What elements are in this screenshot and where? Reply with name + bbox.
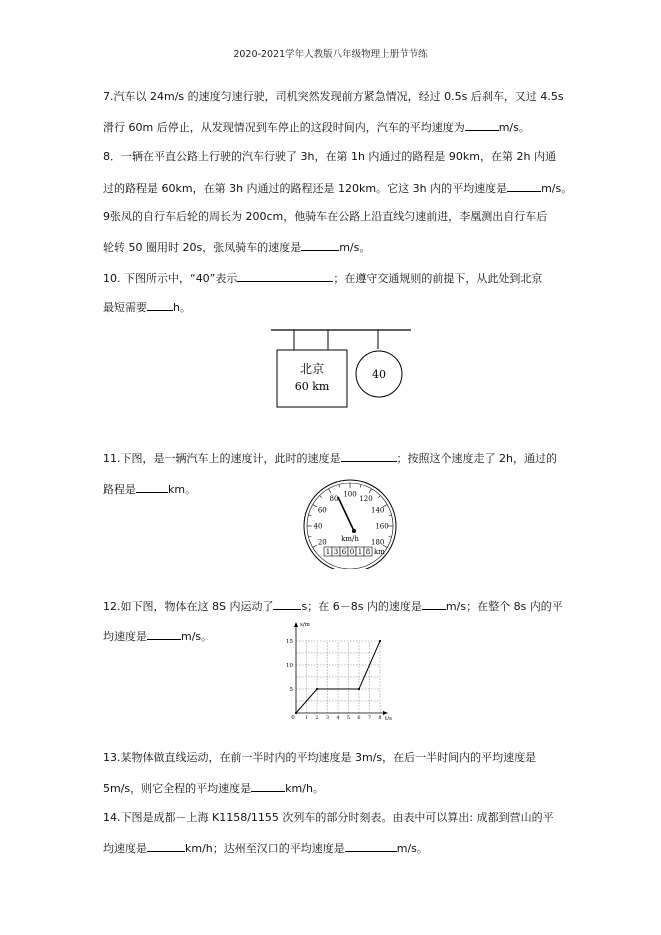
origin-label: 0: [291, 715, 295, 720]
data-point: [295, 712, 297, 714]
q11-answer-blank-1[interactable]: [341, 450, 397, 462]
q8-line-2: [103, 180, 572, 196]
q8-text-1: 8．一辆在平直公路上行驶的汽车行驶了 3h，在第 1h 内通过的路程是 90km，在第 2h 内通: [103, 150, 556, 163]
q12-answer-blank-3[interactable]: [147, 628, 181, 640]
q14-unit: m/s。: [396, 842, 428, 855]
road-sign-figure: [268, 326, 414, 410]
q7-text-2: 滑行 60m 后停止，从发现情况到车停止的这段时间内，汽车的平均速度为: [103, 121, 465, 134]
q12-line-2: [103, 628, 212, 644]
data-point: [358, 688, 360, 690]
odometer-digit: 0: [349, 548, 355, 556]
q14-text-2b: km/h；达州至汉口的平均速度是: [185, 842, 345, 855]
speed-unit: km/h: [341, 535, 359, 543]
q11-unit: km。: [168, 483, 197, 496]
q10-line-1: [103, 270, 542, 286]
q9-text-2: 轮转 50 圈用时 20s，张凤骑车的速度是: [103, 241, 302, 254]
odometer-digit: 1: [325, 548, 331, 556]
q9-line-2: [103, 239, 370, 255]
page-header: 2020-2021学年人教版八年级物理上册节节练: [233, 49, 428, 60]
q14-text-2: 均速度是: [103, 842, 147, 855]
dial-label-60: 60: [317, 506, 327, 515]
y-tick-labels: [286, 639, 294, 693]
q10-answer-blank-1[interactable]: [237, 270, 333, 282]
q8-answer-blank[interactable]: [507, 180, 541, 192]
q9-line-1: [103, 210, 547, 224]
odometer: [324, 547, 372, 556]
x-tick-7: 7: [367, 715, 372, 720]
q14-line-2: [103, 840, 428, 856]
q10-text-2: 最短需要: [103, 301, 147, 314]
q7-line-2: [103, 119, 530, 135]
q11-text-1b: ；按照这个速度走了 2h，通过的: [396, 452, 557, 465]
q12-unit: m/s。: [181, 630, 213, 643]
dial-label-160: 160: [375, 522, 389, 531]
x-tick-8: 8: [378, 715, 382, 720]
q13-line-1: [103, 751, 536, 765]
dial-label-40: 40: [313, 522, 323, 531]
x-tick-3: 3: [325, 715, 330, 720]
y-tick-5: 5: [289, 687, 293, 693]
q13-text-1: 13.某物体做直线运动，在前一半时内的平均速度是 3m/s，在后一半时间内的平均速度是: [103, 751, 537, 764]
speed-limit-value: 40: [372, 368, 386, 381]
x-tick-5: 5: [346, 715, 351, 720]
q11-line-2: [103, 481, 196, 497]
x-tick-labels: [305, 715, 382, 720]
x-axis-label: t/s: [385, 716, 392, 720]
q10-line-2: [103, 299, 191, 315]
q12-text-2: 均速度是: [103, 630, 147, 643]
q10-text-1b: ；在遵守交通规则的前提下，从此处到北京: [333, 272, 543, 285]
dial-label-100: 100: [343, 490, 357, 499]
q14-text-1: 14.下图是成都－上海 K1158/1155 次列车的部分时刻表。由表中可以算出: 成都到营山的平: [103, 811, 554, 824]
q12-text-1: 12.如下图，物体在这 8S 内运动了: [103, 600, 274, 613]
q11-text-1: 11.下图，是一辆汽车上的速度计，此时的速度是: [103, 452, 341, 465]
sign-distance: 60 km: [294, 380, 330, 393]
y-axis-arrow: [294, 622, 298, 627]
data-point: [379, 640, 381, 642]
x-tick-4: 4: [336, 715, 340, 720]
q8-text-2: 过的路程是 60km，在第 3h 内通过的路程还是 120km。它这 3h 内的平均速度是: [103, 182, 508, 195]
q9-unit: m/s。: [339, 241, 371, 254]
destination-sign: [277, 350, 347, 407]
y-axis-label: s/m: [300, 622, 310, 628]
x-axis-arrow: [383, 711, 388, 715]
odometer-digit: 1: [357, 548, 363, 556]
q10-answer-blank-2[interactable]: [147, 299, 173, 311]
odometer-unit: km: [374, 548, 385, 556]
chart-grid: [296, 641, 380, 713]
q10-unit: h。: [173, 301, 191, 314]
odometer-digit: 8: [365, 548, 371, 556]
q13-answer-blank[interactable]: [251, 780, 285, 792]
q14-line-1: [103, 811, 554, 825]
distance-time-chart: [282, 618, 400, 720]
q14-answer-blank-2[interactable]: [345, 840, 397, 852]
needle-pivot: [352, 529, 356, 533]
sign-city: 北京: [299, 362, 325, 376]
odometer-digit: 6: [341, 548, 347, 556]
dial-label-120: 120: [359, 494, 373, 503]
x-tick-6: 6: [357, 715, 361, 720]
q13-unit: km/h。: [285, 782, 324, 795]
q13-line-2: [103, 780, 324, 796]
q9-answer-blank[interactable]: [301, 239, 339, 251]
x-tick-1: 1: [304, 715, 309, 720]
y-tick-15: 15: [286, 639, 293, 645]
q12-answer-blank-2[interactable]: [422, 598, 446, 610]
q8-unit: m/s。: [541, 182, 573, 195]
q12-text-1c: m/s；在整个 8s 内的平: [445, 600, 563, 613]
q12-answer-blank-1[interactable]: [273, 598, 301, 610]
q13-text-2: 5m/s，则它全程的平均速度是: [103, 782, 252, 795]
q7-text-1: 7.汽车以 24m/s 的速度匀速行驶，司机突然发现前方紧急情况，经过 0.5s 后刹车，又过 4.5s: [103, 90, 564, 103]
q7-answer-blank[interactable]: [465, 119, 499, 131]
dial-label-80: 80: [329, 494, 339, 503]
y-tick-10: 10: [286, 663, 293, 669]
dial-label-20: 20: [317, 538, 327, 547]
q7-line-1: [103, 90, 564, 104]
odometer-digit: 3: [333, 548, 339, 556]
q9-text-1: 9张凤的自行车后轮的周长为 200cm，他骑车在公路上沿直线匀速前进，李凰测出自行车后: [103, 210, 548, 223]
q12-text-1b: s；在 6－8s 内的速度是: [301, 600, 422, 613]
q14-answer-blank-1[interactable]: [147, 840, 185, 852]
dial-label-180: 180: [371, 538, 385, 547]
q12-line-1: [103, 598, 563, 614]
data-point: [316, 688, 318, 690]
q10-text-1: 10. 下图所示中，“40”表示: [103, 272, 238, 285]
dial-label-140: 140: [371, 506, 385, 515]
x-tick-2: 2: [315, 715, 319, 720]
q11-line-1: [103, 450, 557, 466]
q8-line-1: [103, 150, 556, 164]
speedometer-figure: [300, 479, 400, 569]
q7-unit: m/s。: [498, 121, 530, 134]
q11-text-2: 路程是: [103, 483, 136, 496]
q11-answer-blank-2[interactable]: [136, 481, 168, 493]
